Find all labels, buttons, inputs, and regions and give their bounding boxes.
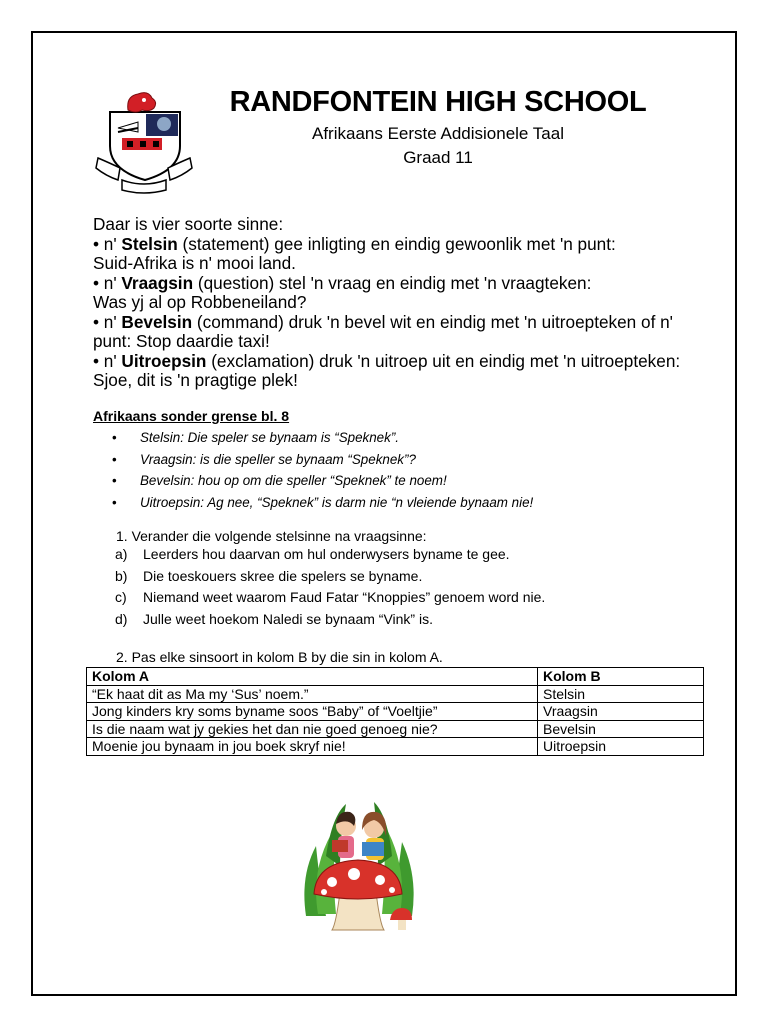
- table-cell: Is die naam wat jy gekies het dan nie goed genoeg nie?: [87, 720, 538, 738]
- intro-heading: Daar is vier soorte sinne:: [93, 214, 284, 234]
- sentence-types-intro: [93, 215, 693, 391]
- list-item: a) Leerders hou daarvan om hul onderwysers byname te gee.: [115, 546, 510, 562]
- table-cell: Vraagsin: [538, 703, 704, 721]
- table-row: [87, 703, 704, 721]
- list-item: • Bevelsin: hou op om die speller “Speknek” te noem!: [112, 473, 533, 495]
- table-row: [87, 720, 704, 738]
- question-2-instruction: 2. Pas elke sinsoort in kolom B by die sin in kolom A.: [116, 649, 443, 665]
- table-cell: Bevelsin: [538, 720, 704, 738]
- table-cell: Stelsin: [538, 685, 704, 703]
- examples-list: [112, 430, 533, 516]
- type-stelsin-example: Suid-Afrika is n' mooi land.: [93, 253, 296, 273]
- question-1-items: [115, 546, 545, 632]
- type-bevelsin: • n' Bevelsin (command) druk 'n bevel wit en eindig met 'n uitroepteken of n' punt: Stop daardie taxi!: [93, 311, 673, 351]
- table-cell: Uitroepsin: [538, 738, 704, 756]
- table-cell: Jong kinders kry soms byname soos “Baby” of “Voeltjie”: [87, 703, 538, 721]
- list-item: c) Niemand weet waarom Faud Fatar “Knoppies” genoem word nie.: [115, 589, 546, 605]
- type-vraagsin: • n' Vraagsin (question) stel 'n vraag en eindig met 'n vraagteken:: [93, 272, 592, 293]
- type-uitroepsin: • n' Uitroepsin (exclamation) druk 'n uitroep uit en eindig met 'n uitroepteken: Sjoe, dit is 'n pragtige plek!: [93, 350, 681, 390]
- source-reference: Afrikaans sonder grense bl. 8: [93, 408, 290, 424]
- type-vraagsin-example: Was yj al op Robbeneiland?: [93, 292, 307, 312]
- type-stelsin: • n' Stelsin (statement) gee inligting en eindig gewoonlik met 'n punt:: [93, 233, 616, 254]
- table-cell: Moenie jou bynaam in jou boek skryf nie!: [87, 738, 538, 756]
- question-1-instruction: 1. Verander die volgende stelsinne na vraagsinne:: [116, 528, 427, 544]
- table-cell: “Ek haat dit as Ma my ‘Sus’ noem.”: [87, 685, 538, 703]
- list-item: • Uitroepsin: Ag nee, “Speknek” is darm nie “n vleiende bynaam nie!: [112, 495, 533, 517]
- table-row: [87, 738, 704, 756]
- column-b-header: Kolom B: [538, 668, 704, 686]
- list-item: • Stelsin: Die speler se bynaam is “Speknek”.: [112, 430, 533, 452]
- school-name: RANDFONTEIN HIGH SCHOOL: [229, 86, 647, 118]
- column-a-header: Kolom A: [87, 668, 538, 686]
- list-item: b) Die toeskouers skree die spelers se byname.: [115, 567, 423, 584]
- subject-title: Afrikaans Eerste Addisionele Taal: [311, 124, 564, 143]
- matching-table: [86, 667, 704, 756]
- school-crest-logo: [92, 88, 196, 196]
- table-row: [87, 685, 704, 703]
- reading-mushroom-illustration: [296, 796, 422, 934]
- list-item: • Vraagsin: is die speller se bynaam “Speknek”?: [112, 452, 533, 474]
- table-header-row: [87, 668, 704, 686]
- grade-label: Graad 11: [403, 148, 473, 167]
- list-item: d) Julle weet hoekom Naledi se bynaam “Vink” is.: [115, 610, 433, 627]
